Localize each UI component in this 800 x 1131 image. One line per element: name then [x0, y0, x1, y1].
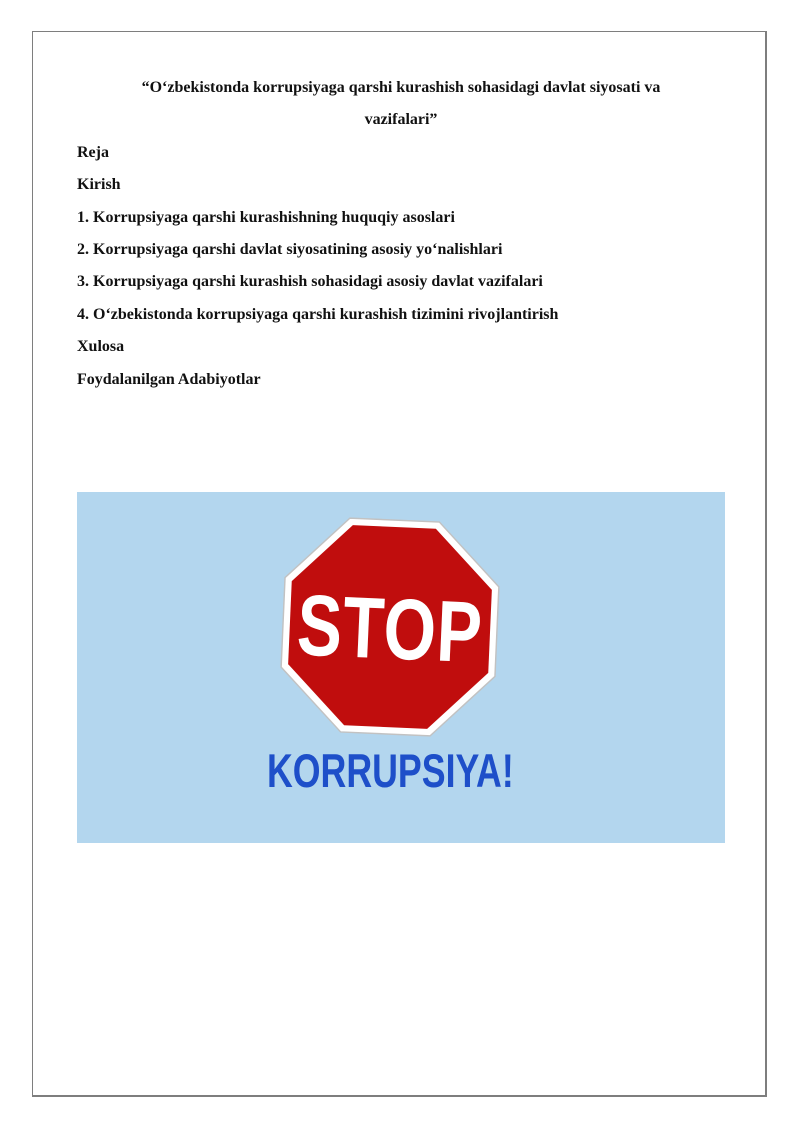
outline-item-4: 4. O‘zbekistonda korrupsiyaga qarshi kurashish tizimini rivojlantirish [77, 305, 559, 323]
outline-item-adabiyotlar: Foydalanilgan Adabiyotlar [77, 370, 261, 388]
outline-item-1: 1. Korrupsiyaga qarshi kurashishning huquqiy asoslari [77, 208, 455, 226]
document-title-line-1: “O‘zbekistonda korrupsiyaga qarshi kurashish sohasidagi davlat siyosati va [141, 79, 661, 96]
outline-item-xulosa: Xulosa [77, 338, 125, 356]
outline-item-2: 2. Korrupsiyaga qarshi davlat siyosatining asosiy yo‘nalishlari [77, 241, 503, 259]
document-title-line-2: vazifalari” [364, 111, 438, 129]
figure-caption: KORRUPSIYA! [266, 744, 514, 798]
stop-sign-text: STOP [295, 577, 485, 682]
figure-inner [228, 492, 553, 798]
stop-korrupsiya-figure [77, 492, 725, 843]
outline-item-kirish: Kirish [77, 176, 121, 194]
document-content [77, 32, 725, 843]
page-border [32, 31, 767, 1097]
outline-item-3: 3. Korrupsiyaga qarshi kurashish sohasidagi asosiy davlat vazifalari [77, 273, 543, 291]
stop-sign-icon [277, 514, 502, 739]
outline-heading-reja: Reja [77, 143, 109, 161]
